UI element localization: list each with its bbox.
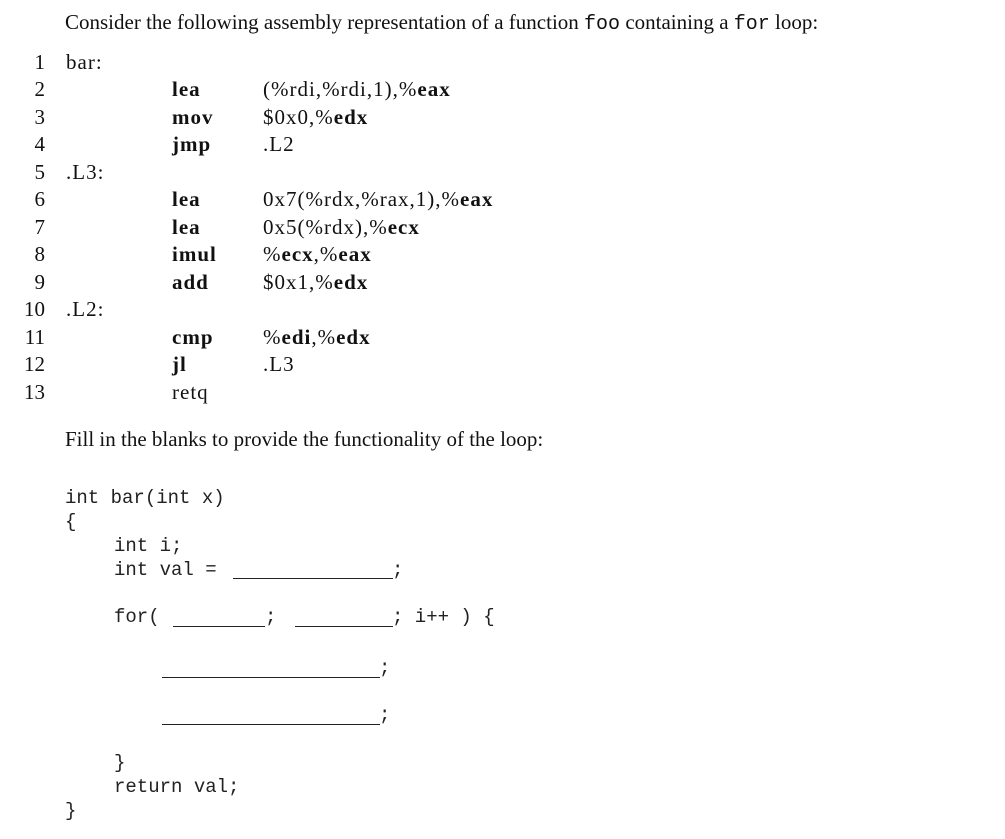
line-number: 7 [34,215,45,239]
line-number: 9 [34,270,45,294]
arg-reg: eax [460,187,494,211]
arg-part: $0x0,% [263,105,334,129]
label-l2: .L2: [66,297,105,321]
instruction-args [263,242,372,267]
blank-val[interactable] [233,578,393,579]
intro-after: loop: [769,10,819,34]
open-brace: { [65,511,77,533]
for-increment: ; i++ ) { [392,606,495,628]
line-number: 13 [24,380,45,404]
instruction-args [263,325,371,350]
instruction-op: add [172,270,209,294]
semicolon: ; [379,657,391,679]
blank-body-2[interactable] [162,724,380,725]
instruction-args [263,270,368,295]
instruction-args [263,132,295,157]
instruction-op: lea [172,77,201,101]
arg-reg: ecx [281,242,314,266]
arg-reg: edx [336,325,371,349]
arg-part: ,% [313,242,339,266]
blank-for-init[interactable] [173,626,265,627]
arg-part: $0x1,% [263,270,334,294]
blank-for-cond[interactable] [295,626,393,627]
instruction-op: imul [172,242,217,266]
arg-part: (%rdi,%rdi,1),% [263,77,418,101]
line-number: 12 [24,352,45,376]
intro-before: Consider the following assembly representation of a function [65,10,585,34]
instruction-args [263,77,451,102]
semicolon: ; [379,704,391,726]
semicolon: ; [392,559,404,581]
line-number: 1 [34,50,45,74]
instruction-op: retq [172,380,209,404]
instruction-args [263,352,295,377]
instruction-op: lea [172,215,201,239]
arg-reg: eax [338,242,372,266]
arg-part: .L2 [263,132,295,156]
line-number: 8 [34,242,45,266]
label-bar: bar: [66,50,103,74]
instruction-op: mov [172,105,214,129]
arg-part: % [263,325,282,349]
for-close-brace: } [114,752,126,774]
instruction-args [263,215,420,240]
intro-text [65,10,818,36]
keyword-for: for [733,13,770,36]
decl-i: int i; [114,535,183,557]
return-statement: return val; [114,776,240,798]
function-signature: int bar(int x) [65,487,225,509]
line-number: 3 [34,105,45,129]
blank-body-1[interactable] [162,677,380,678]
line-number: 6 [34,187,45,211]
instruction-op: cmp [172,325,214,349]
arg-reg: edx [333,270,369,294]
line-number: 5 [34,160,45,184]
function-name: foo [584,13,621,36]
arg-part: .L3 [263,352,295,376]
instruction-op: lea [172,187,201,211]
arg-reg: edi [281,325,312,349]
instruction-args [263,187,493,212]
decl-val: int val = [114,559,217,581]
line-number: 10 [24,297,45,321]
arg-part: 0x5(%rdx),% [263,215,388,239]
line-number: 4 [34,132,45,156]
close-brace: } [65,800,77,822]
semicolon: ; [265,606,277,628]
arg-reg: ecx [387,215,420,239]
instruction-args [263,105,368,130]
arg-part: ,% [311,325,337,349]
intro-middle: containing a [620,10,734,34]
instruction-op: jl [172,352,187,376]
for-keyword: for( [114,606,160,628]
instruction-op: jmp [172,132,212,156]
arg-reg: eax [417,77,451,101]
arg-part: % [263,242,282,266]
arg-part: 0x7(%rdx,%rax,1),% [263,187,461,211]
line-number: 2 [34,77,45,101]
fill-prompt: Fill in the blanks to provide the functionality of the loop: [65,427,544,451]
line-number: 11 [24,325,45,349]
label-l3: .L3: [66,160,105,184]
arg-reg: edx [333,105,369,129]
